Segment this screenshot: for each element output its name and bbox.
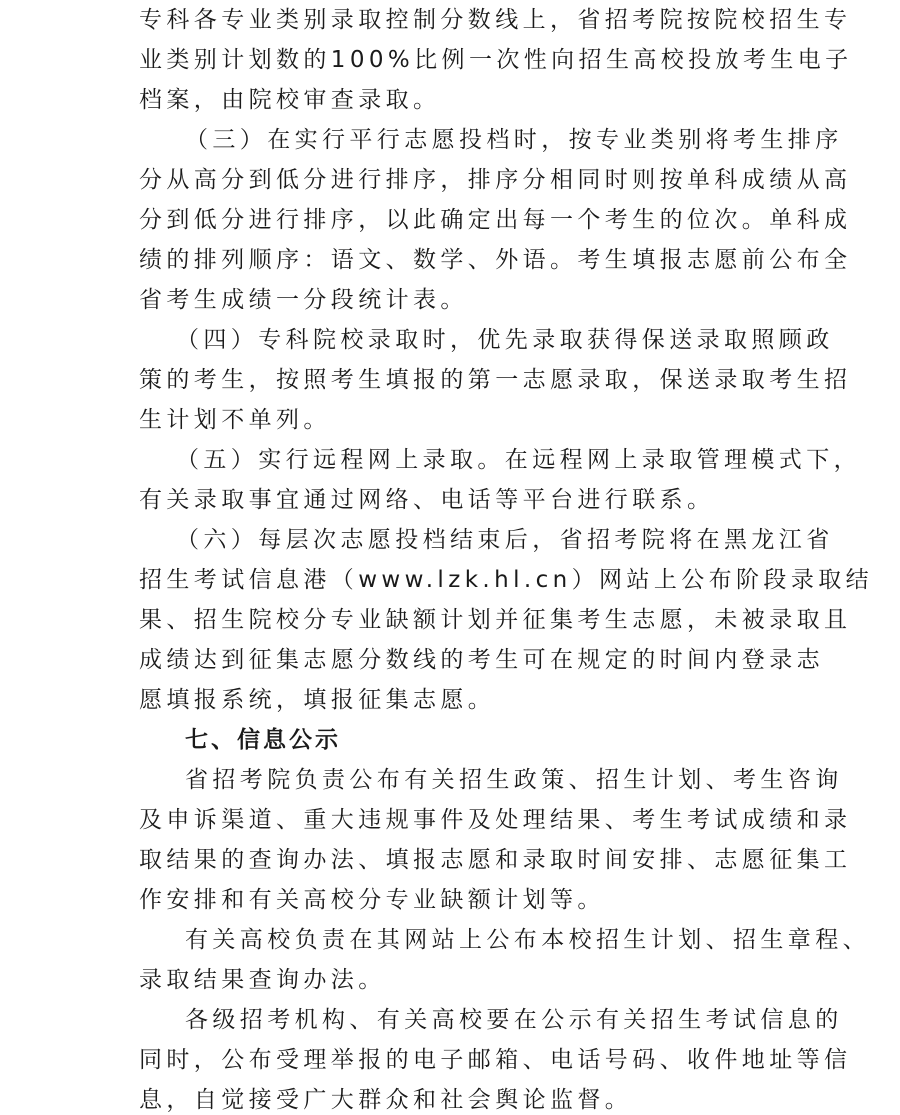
text-line: 作安排和有关高校分专业缺额计划等。: [139, 887, 605, 913]
text-line: 同时，公布受理举报的电子邮箱、电话号码、收件地址等信: [139, 1047, 852, 1073]
text-line: 有关录取事宜通过网络、电话等平台进行联系。: [139, 487, 715, 513]
text-line: 各级招考机构、有关高校要在公示有关招生考试信息的: [185, 1007, 843, 1033]
text-line: 果、招生院校分专业缺额计划并征集考生志愿，未被录取且: [139, 607, 852, 633]
text-line: 策的考生，按照考生填报的第一志愿录取，保送录取考生招: [139, 367, 852, 393]
text-line: 招生考试信息港（www.lzk.hl.cn）网站上公布阶段录取结: [139, 567, 874, 593]
text-line: 生计划不单列。: [139, 407, 331, 433]
text-line: 取结果的查询办法、填报志愿和录取时间安排、志愿征集工: [139, 847, 852, 873]
section-heading: 七、信息公示: [185, 727, 341, 753]
text-line: 愿填报系统，填报征集志愿。: [139, 687, 496, 713]
text-line: 息，自觉接受广大群众和社会舆论监督。: [139, 1087, 633, 1113]
text-line: （三）在实行平行志愿投档时，按专业类别将考生排序: [185, 127, 843, 153]
text-line: 及申诉渠道、重大违规事件及处理结果、考生考试成绩和录: [139, 807, 852, 833]
text-line: 省考生成绩一分段统计表。: [139, 287, 468, 313]
text-line: 分从高分到低分进行排序，排序分相同时则按单科成绩从高: [139, 167, 852, 193]
text-line: 录取结果查询办法。: [139, 967, 386, 993]
text-line: 档案，由院校审查录取。: [139, 87, 441, 113]
text-line: 专科各专业类别录取控制分数线上，省招考院按院校招生专: [139, 7, 852, 33]
text-line: （六）每层次志愿投档结束后，省招考院将在黑龙江省: [176, 527, 834, 553]
text-line: 有关高校负责在其网站上公布本校招生计划、招生章程、: [185, 927, 870, 953]
text-line: （五）实行远程网上录取。在远程网上录取管理模式下，: [176, 447, 861, 473]
text-line: 省招考院负责公布有关招生政策、招生计划、考生咨询: [185, 767, 843, 793]
text-line: 成绩达到征集志愿分数线的考生可在规定的时间内登录志: [139, 647, 824, 673]
text-line: 绩的排列顺序：语文、数学、外语。考生填报志愿前公布全: [139, 247, 852, 273]
text-line: （四）专科院校录取时，优先录取获得保送录取照顾政: [176, 327, 834, 353]
text-line: 分到低分进行排序，以此确定出每一个考生的位次。单科成: [139, 207, 852, 233]
text-line: 业类别计划数的100%比例一次性向招生高校投放考生电子: [139, 47, 853, 73]
